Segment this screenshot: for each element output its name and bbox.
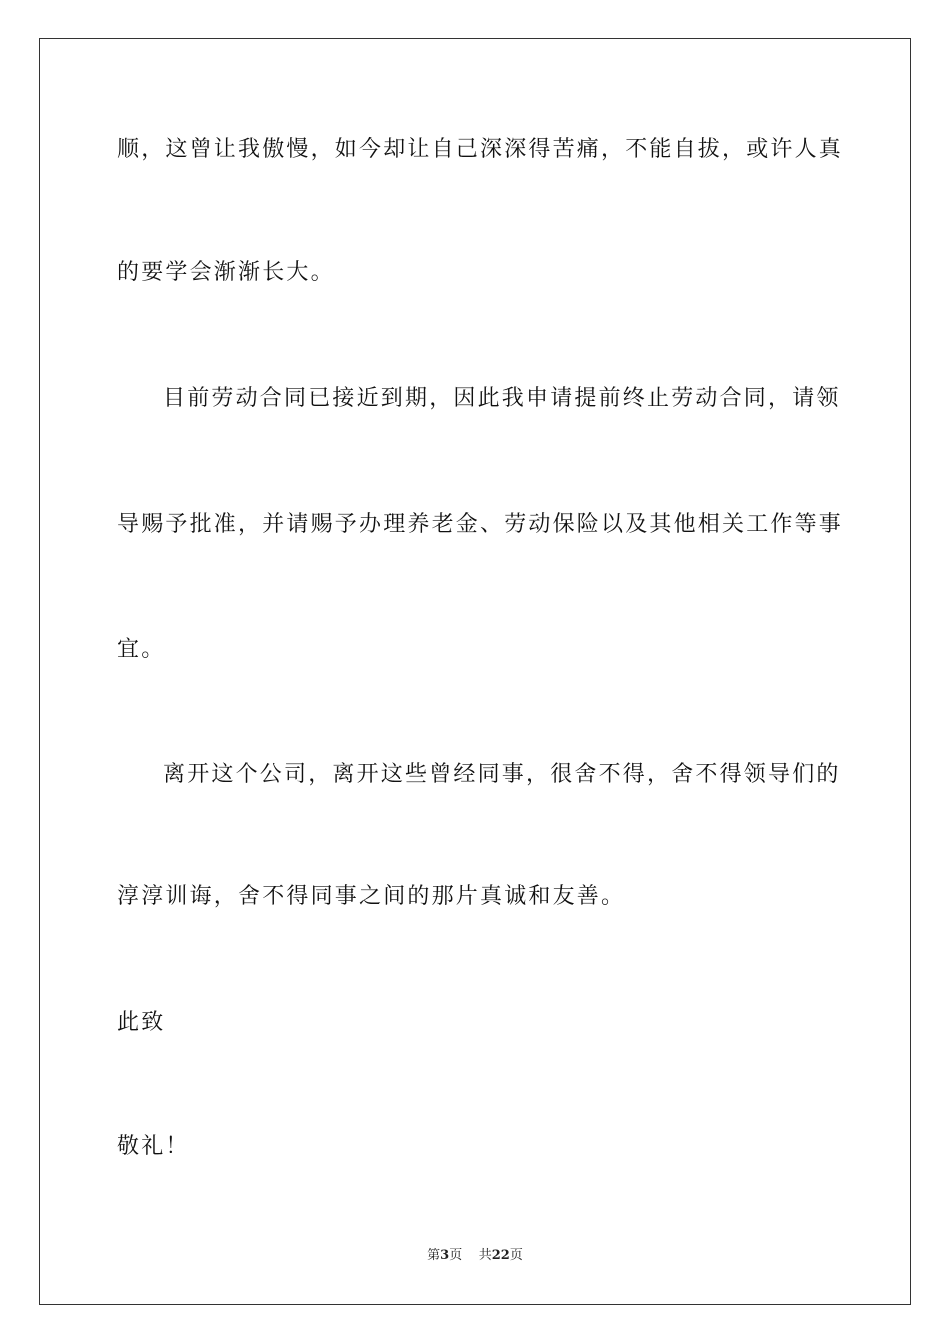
page-current: 3 [440, 1248, 450, 1263]
page-total: 22 [491, 1248, 510, 1263]
page-frame [39, 38, 911, 1305]
body-line-2: 的要学会渐渐长大。 [117, 260, 335, 285]
body-line-3: 目前劳动合同已接近到期，因此我申请提前终止劳动合同，请领 [163, 386, 841, 411]
total-suffix: 页 [509, 1248, 523, 1263]
body-line-6: 离开这个公司，离开这些曾经同事，很舍不得，舍不得领导们的 [163, 762, 841, 787]
body-line-7: 淳淳训诲，舍不得同事之间的那片真诚和友善。 [117, 884, 626, 909]
body-line-5: 宜。 [117, 637, 166, 662]
closing-salutation: 此致 [117, 1010, 166, 1035]
body-line-4: 导赐予批准，并请赐予办理养老金、劳动保险以及其他相关工作等事 [117, 512, 844, 537]
page-prefix: 第 [427, 1248, 441, 1263]
body-line-1: 顺，这曾让我傲慢，如今却让自己深深得苦痛，不能自拔，或许人真 [117, 137, 844, 162]
closing-regards: 敬礼！ [117, 1134, 190, 1159]
page-suffix: 页 [449, 1248, 463, 1263]
page-footer [0, 1247, 950, 1265]
total-prefix: 共 [478, 1248, 492, 1263]
